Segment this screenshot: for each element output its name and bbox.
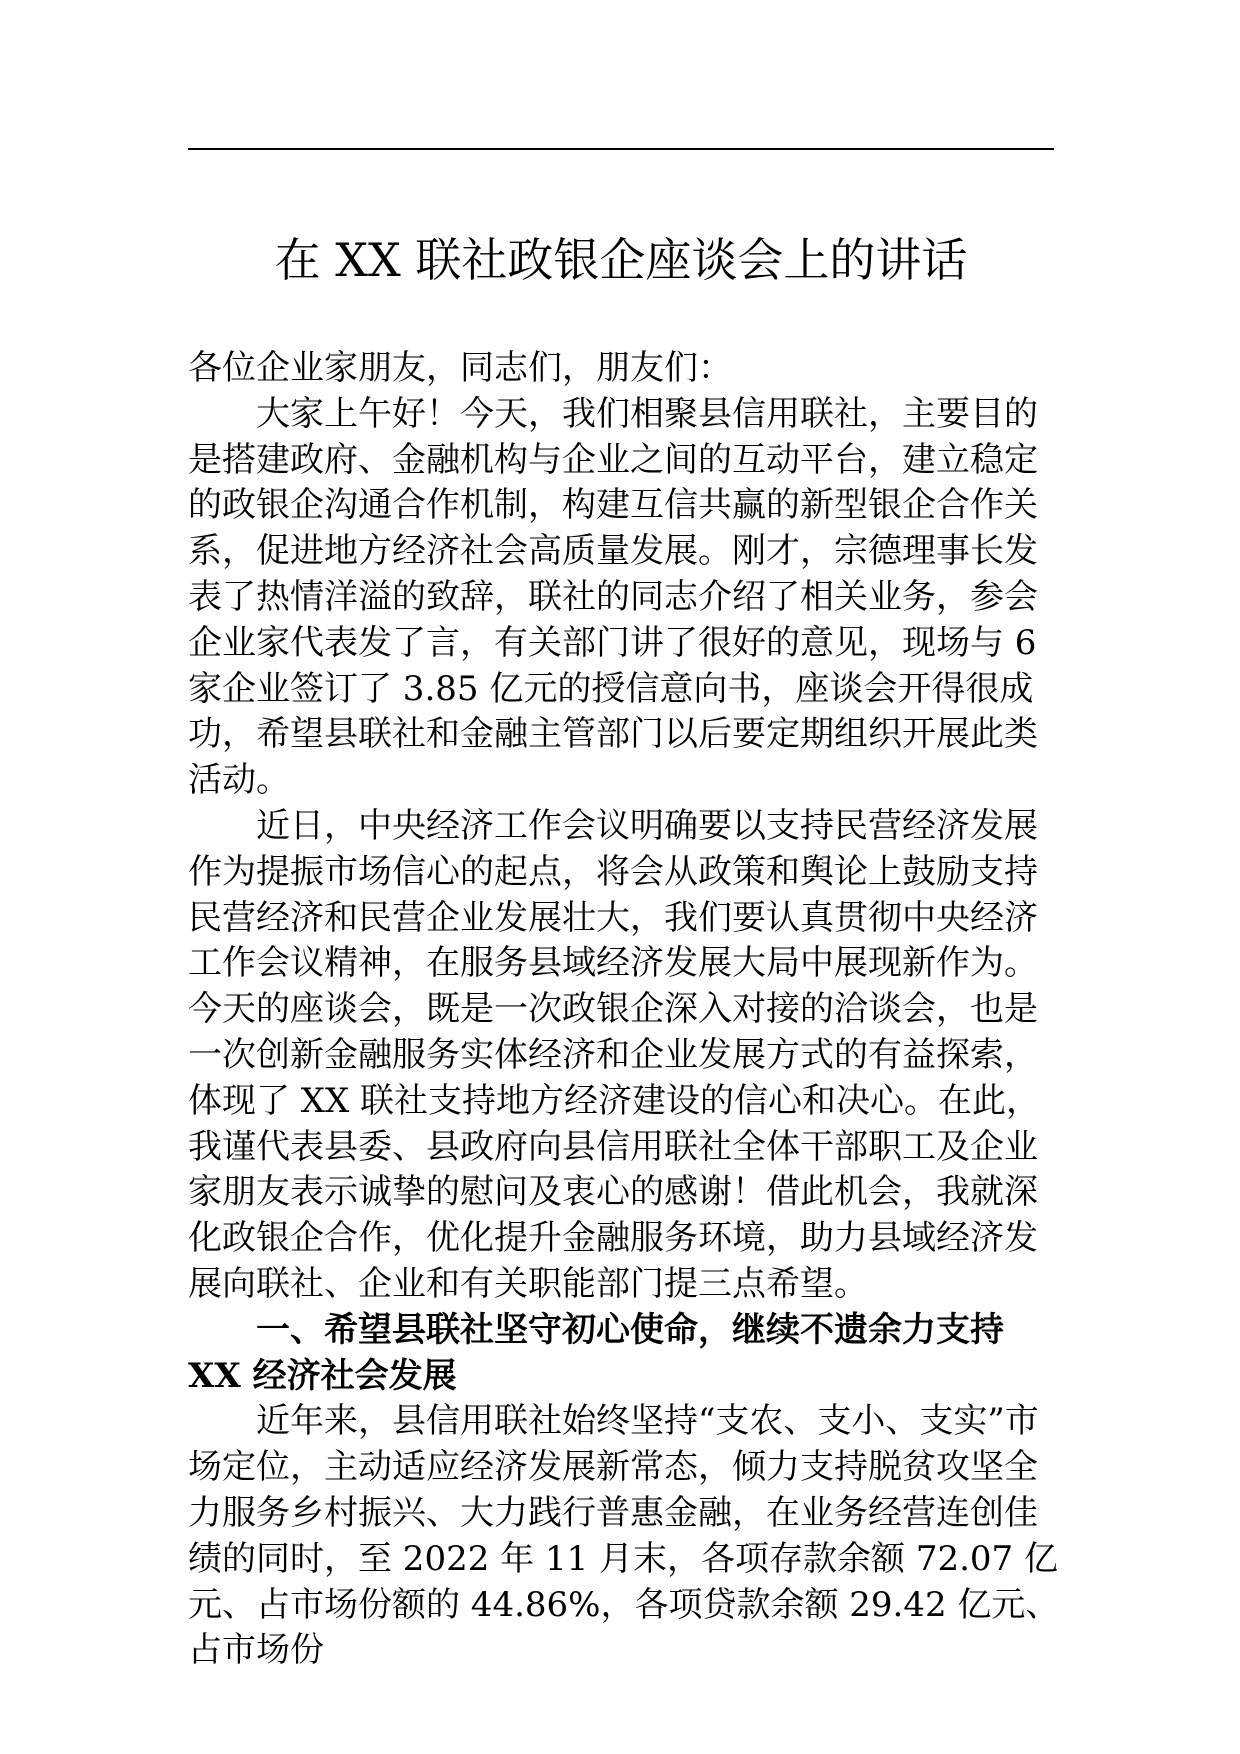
document-title: 在 XX 联社政银企座谈会上的讲话 — [274, 233, 968, 287]
section-paragraph: 近年来，县信用联社始终坚持“支农、支小、支实”市场定位，主动适应经济发展新常态，倾力支持脱贫攻坚全力服务乡村振兴、大力践行普惠金融，在业务经营连创佳绩的同时，至 2022 年 11 月末，各项存款余额 72.07 亿元、占市场份额的 44.86%，各项贷款余额 29.42 亿元、占市场份 — [188, 1401, 1060, 1671]
header-rule — [188, 148, 1054, 150]
section-heading: 一、希望县联社坚守初心使命，继续不遗余力支持 XX 经济社会发展 — [188, 1309, 1004, 1396]
salutation: 各位企业家朋友，同志们，朋友们： — [188, 348, 732, 388]
paragraph-opening: 大家上午好！今天，我们相聚县信用联社，主要目的是搭建政府、金融机构与企业之间的互动平台，建立稳定的政银企沟通合作机制，构建互信共赢的新型银企合作关系，促进地方经济社会高质量发展。刚才，宗德理事长发表了热情洋溢的致辞，联社的同志介绍了相关业务，参会企业家代表发了言，有关部门讲了很好的意见，现场与 6 家企业签订了 3.85 亿元的授信意向书，座谈会开得很成功，希望县联社和金融主管部门以后要定期组织开展此类活动。 — [188, 393, 1038, 801]
document-body — [188, 346, 1063, 1674]
paragraph-conference: 近日，中央经济工作会议明确要以支持民营经济发展作为提振市场信心的起点，将会从政策和舆论上鼓励支持民营经济和民营企业发展壮大，我们要认真贯彻中央经济工作会议精神，在服务县域经济发展大局中展现新作为。今天的座谈会，既是一次政银企深入对接的洽谈会，也是一次创新金融服务实体经济和企业发展方式的有益探索，体现了 XX 联社支持地方经济建设的信心和决心。在此，我谨代表县委、县政府向县信用联社全体干部职工及企业家朋友表示诚挚的慰问及衷心的感谢！借此机会，我就深化政银企合作，优化提升金融服务环境，助力县域经济发展向联社、企业和有关职能部门提三点希望。 — [188, 805, 1041, 1304]
